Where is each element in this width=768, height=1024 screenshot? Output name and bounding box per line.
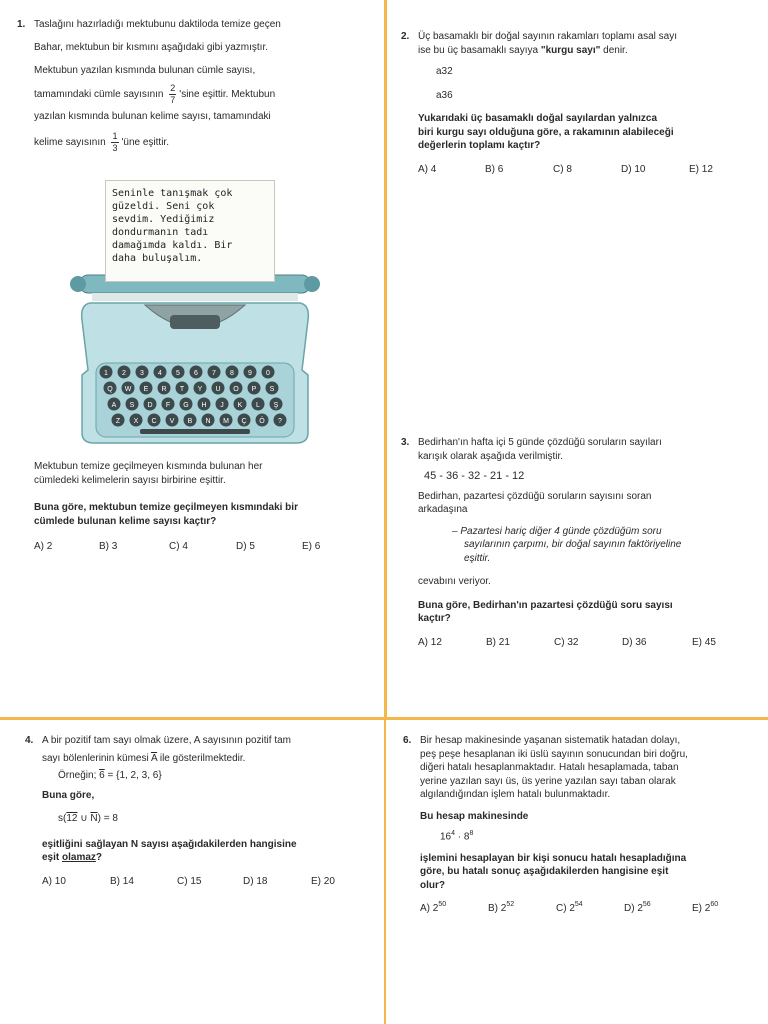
q2-option-b[interactable]: B) 6 xyxy=(485,163,504,175)
fraction-one-third: $\frac{1}{3}$ xyxy=(112,131,118,153)
q6-option-e[interactable]: E) $2^{60}$ xyxy=(692,901,719,914)
question-3-number: 3. xyxy=(401,437,410,448)
typewriter-key-label: V xyxy=(169,418,175,425)
q3-options xyxy=(418,636,758,650)
typewriter-key-label: 3 xyxy=(140,370,144,377)
letter-line-1: Seninle tanışmak çok xyxy=(112,188,233,199)
q1-line-4: tamamındaki cümle sayısının $\frac{2}{7}$ 'sine eşittir. Mektubun xyxy=(34,83,276,105)
typewriter-key-label: O xyxy=(233,386,239,393)
typewriter-key-label: M xyxy=(223,418,229,425)
q1-option-c[interactable]: C) 4 xyxy=(169,541,188,552)
typewriter-key-label: L xyxy=(256,402,260,409)
typewriter-key-label: 0 xyxy=(266,370,270,377)
q3-quote-3: eşittir. xyxy=(464,552,491,564)
typewriter-key-label: 7 xyxy=(212,370,216,377)
typewriter-key-label: 4 xyxy=(158,370,162,377)
column-divider-top xyxy=(384,0,387,720)
q1-options xyxy=(34,540,374,554)
q1-line-6: kelime sayısının $\frac{1}{3}$ 'üne eşittir. xyxy=(34,131,169,153)
typewriter-key-label: Q xyxy=(107,386,113,393)
q3-ask-1: Bedirhan, pazartesi çözdüğü soruların sayısını soran xyxy=(418,490,652,502)
q6-question-3: olur? xyxy=(420,879,445,891)
typewriter-key-label: Ş xyxy=(273,402,279,409)
q2-option-c[interactable]: C) 8 xyxy=(553,163,572,175)
question-2 xyxy=(401,30,758,176)
q6-option-c[interactable]: C) $2^{54}$ xyxy=(556,901,583,914)
q3-option-c[interactable]: C) 32 xyxy=(554,636,579,648)
q1-after-1: Mektubun temize geçilmeyen kısmında bulunan her xyxy=(34,461,263,472)
q2-question-1: Yukarıdaki üç basamaklı doğal sayılardan yalnızca xyxy=(418,113,658,124)
q4-question-1: eşitliğini sağlayan N sayısı aşağıdakilerden hangisine xyxy=(42,838,297,850)
typewriter-key-label: Ö xyxy=(259,418,265,425)
letter-line-4: dondurmanın tadı xyxy=(112,227,209,238)
typewriter-key-label: H xyxy=(201,402,207,409)
typewriter-key-label: 1 xyxy=(104,370,108,377)
q2-option-e[interactable]: E) 12 xyxy=(689,163,713,175)
q6-intro-4: yerine yazılan sayı üs, üs yerine yazılan sayı taban olarak xyxy=(420,775,676,787)
q4-option-e[interactable]: E) 20 xyxy=(311,875,335,887)
q4-example: Örneğin; 6 = {1, 2, 3, 6} xyxy=(58,770,162,781)
q2-question-3: değerlerin toplamı kaçtır? xyxy=(418,140,541,151)
typewriter-key-label: R xyxy=(161,386,167,393)
typewriter-key-label: Y xyxy=(197,386,203,393)
q1-line-5: yazılan kısmında bulunan kelime sayısı, tamamındaki xyxy=(34,111,271,122)
q4-equation: s(12 ∪ $\overline{N}) = 8$ xyxy=(58,813,118,824)
q2-number-a32: a32 xyxy=(436,66,453,77)
typewriter-key-label: Z xyxy=(115,418,121,425)
q1-intro-2: Bahar, mektubun bir kısmını aşağıdaki gibi yazmıştır. xyxy=(34,42,268,53)
q3-option-a[interactable]: A) 12 xyxy=(418,636,442,648)
q2-intro-1: Üç basamaklı bir doğal sayının rakamları toplamı asal sayı xyxy=(418,31,677,42)
q4-options xyxy=(42,875,372,889)
typewriter-key-label: Ç xyxy=(241,418,247,425)
q2-option-a[interactable]: A) 4 xyxy=(418,163,437,175)
typewriter-key-label: K xyxy=(237,402,243,409)
typewriter-key-label: S xyxy=(269,386,275,393)
q3-option-b[interactable]: B) 21 xyxy=(486,636,510,648)
typewriter-key-label: 2 xyxy=(122,370,126,377)
typewriter-key-label: W xyxy=(124,386,132,393)
q3-option-e[interactable]: E) 45 xyxy=(692,636,716,648)
typewriter-key-label: F xyxy=(165,402,171,409)
question-6 xyxy=(403,734,760,915)
q1-option-e[interactable]: E) 6 xyxy=(302,541,321,552)
q2-number-a36: a36 xyxy=(436,89,453,101)
letter-line-2: güzeldi. Seni çok xyxy=(112,201,215,212)
typewriter-key-label: C xyxy=(151,418,157,425)
q3-question-1: Buna göre, Bedirhan'ın pazartesi çözdüğü soru sayısı xyxy=(418,599,673,611)
column-divider-bottom xyxy=(384,720,386,1024)
q4-question-2: eşit olamaz? xyxy=(42,852,103,863)
q6-option-b[interactable]: B) $2^{52}$ xyxy=(488,901,515,914)
q2-question-2: biri kurgu sayı olduğuna göre, a rakamının alabileceği xyxy=(418,126,674,138)
typewriter-key-label: D xyxy=(147,402,153,409)
typed-letter xyxy=(105,180,275,282)
q4-option-d[interactable]: D) 18 xyxy=(243,875,268,887)
q6-sub: Bu hesap makinesinde xyxy=(420,810,529,822)
typewriter-key-label: 9 xyxy=(248,370,252,377)
question-4-number: 4. xyxy=(25,735,34,746)
q1-question-1: Buna göre, mektubun temize geçilmeyen kısmındaki bir xyxy=(34,502,298,513)
q3-quote-1: – Pazartesi hariç diğer 4 günde çözdüğüm soru xyxy=(452,525,662,537)
question-1-continued xyxy=(34,460,374,554)
typewriter-key-label: X xyxy=(133,418,139,425)
q3-intro-2: karışık olarak aşağıda verilmiştir. xyxy=(418,450,564,462)
typewriter-key-label: S xyxy=(129,402,135,409)
typewriter-space-bar xyxy=(140,429,250,434)
q3-quote-2: sayılarının çarpımı, bir doğal sayının faktöriyeline xyxy=(464,539,682,551)
q4-intro-1: A bir pozitif tam sayı olmak üzere, A sayısının pozitif tam xyxy=(42,735,291,746)
q6-intro-2: peş peşe hesaplanan iki üslü sayının sonucundan biri doğru, xyxy=(420,748,688,760)
typewriter-key-label: J xyxy=(220,402,224,409)
q6-intro-5: algılandığından işlem hatalı bulunmaktadır. xyxy=(420,789,611,800)
typewriter-key-label: A xyxy=(111,402,117,409)
typewriter-key-label: E xyxy=(143,386,149,393)
q6-option-a[interactable]: A) $2^{50}$ xyxy=(420,901,447,914)
q1-option-d[interactable]: D) 5 xyxy=(236,541,255,552)
question-6-number: 6. xyxy=(403,735,412,746)
q3-values: 45 - 36 - 32 - 21 - 12 xyxy=(424,470,525,482)
q1-intro-1: Taslağını hazırladığı mektubunu daktiloda temize geçen xyxy=(34,19,281,30)
q6-intro-1: Bir hesap makinesinde yaşanan sistematik hatadan dolayı, xyxy=(420,735,681,746)
question-3 xyxy=(401,436,758,649)
q2-intro-2: ise bu üç basamaklı sayıya "kurgu sayı" denir. xyxy=(418,44,628,56)
q1-intro-3: Mektubun yazılan kısmında bulunan cümle sayısı, xyxy=(34,65,256,76)
q3-question-2: kaçtır? xyxy=(418,613,451,625)
typewriter-key-label: G xyxy=(183,402,189,409)
question-4 xyxy=(25,734,372,888)
q3-intro-1: Bedirhan'ın hafta içi 5 günde çözdüğü soruların sayıları xyxy=(418,437,662,448)
q3-answer-given: cevabını veriyor. xyxy=(418,576,491,588)
q4-bunagore: Buna göre, xyxy=(42,789,95,801)
q1-question-2: cümlede bulunan kelime sayısı kaçtır? xyxy=(34,515,217,527)
typewriter-key-label: 5 xyxy=(176,370,180,377)
q1-option-a[interactable]: A) 2 xyxy=(34,541,53,552)
question-1 xyxy=(17,18,374,153)
typewriter-key-label: T xyxy=(179,386,185,393)
fraction-two-sevenths: $\frac{2}{7}$ xyxy=(170,83,176,105)
q4-intro-2: sayı bölenlerinin kümesi $\overline{A}$ ile gösterilmektedir. xyxy=(42,752,246,764)
q6-question-2: göre, bu hatalı sonuç aşağıdakilerden hangisine eşit xyxy=(420,866,669,878)
typewriter-key-label: P xyxy=(251,386,257,393)
letter-line-5: damağımda kaldı. Bir xyxy=(112,240,233,251)
q2-option-d[interactable]: D) 10 xyxy=(621,163,646,175)
q1-after-2: cümledeki kelimelerin sayısı birbirine eşittir. xyxy=(34,474,226,486)
q4-option-b[interactable]: B) 14 xyxy=(110,875,134,887)
typewriter-key-label: 8 xyxy=(230,370,234,377)
typewriter-key-label: N xyxy=(205,418,211,425)
q3-ask-2: arkadaşına xyxy=(418,504,468,516)
q4-option-c[interactable]: C) 15 xyxy=(177,875,202,887)
typewriter-key-label: U xyxy=(215,386,221,393)
q6-options xyxy=(420,900,760,915)
q1-option-b[interactable]: B) 3 xyxy=(99,541,118,552)
question-2-number: 2. xyxy=(401,31,410,42)
letter-line-3: sevdim. Yediğimiz xyxy=(112,214,215,225)
q4-option-a[interactable]: A) 10 xyxy=(42,875,66,887)
q6-intro-3: diğeri hatalı hesaplanmaktadır. Hatalı hesaplamada, taban xyxy=(420,762,679,773)
typewriter-key-label: ? xyxy=(278,418,282,425)
question-1-number: 1. xyxy=(17,19,26,30)
typewriter-key-label: 6 xyxy=(194,370,198,377)
q6-question-1: işlemini hesaplayan bir kişi sonucu hatalı hesapladığına xyxy=(420,852,687,864)
q3-option-d[interactable]: D) 36 xyxy=(622,636,647,648)
q6-option-d[interactable]: D) $2^{56}$ xyxy=(624,901,651,914)
q6-expression: $16^4 \cdot 8^8$ xyxy=(440,830,474,843)
letter-line-6: daha buluşalım. xyxy=(112,253,203,264)
q2-options xyxy=(418,163,758,177)
typewriter-key-label: B xyxy=(187,418,193,425)
